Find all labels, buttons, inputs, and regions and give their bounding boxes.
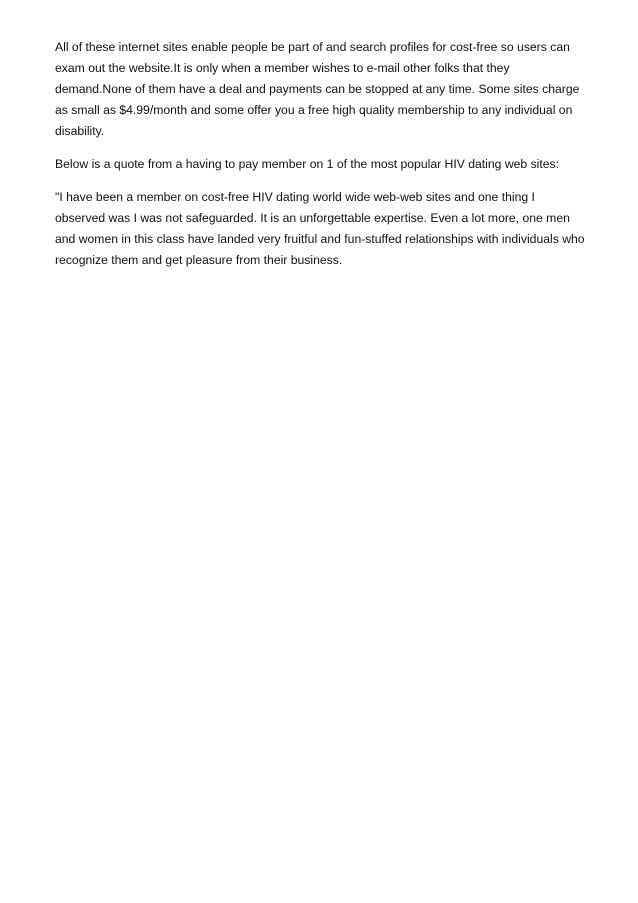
paragraph-3: "I have been a member on cost-free HIV dating world wide web-web sites and one thing I observed was I was not safeguarded. It is an unforgettable expertise. Even a lot more, one men and women in this class have landed very fruitful and fun-stuffed relationships with individuals who recognize them and get pleasure from their business. [55, 190, 585, 267]
paragraph-1: All of these internet sites enable people be part of and search profiles for cost-free so users can exam out the website.It is only when a member wishes to e-mail other folks that they demand.None of them have a deal and payments can be stopped at any time. Some sites charge as small as $4.99/month and some offer you a free high quality membership to any individual on disability. [55, 40, 580, 138]
paragraph-2: Below is a quote from a having to pay member on 1 of the most popular HIV dating web sites: [55, 157, 560, 171]
document-body [55, 37, 587, 283]
